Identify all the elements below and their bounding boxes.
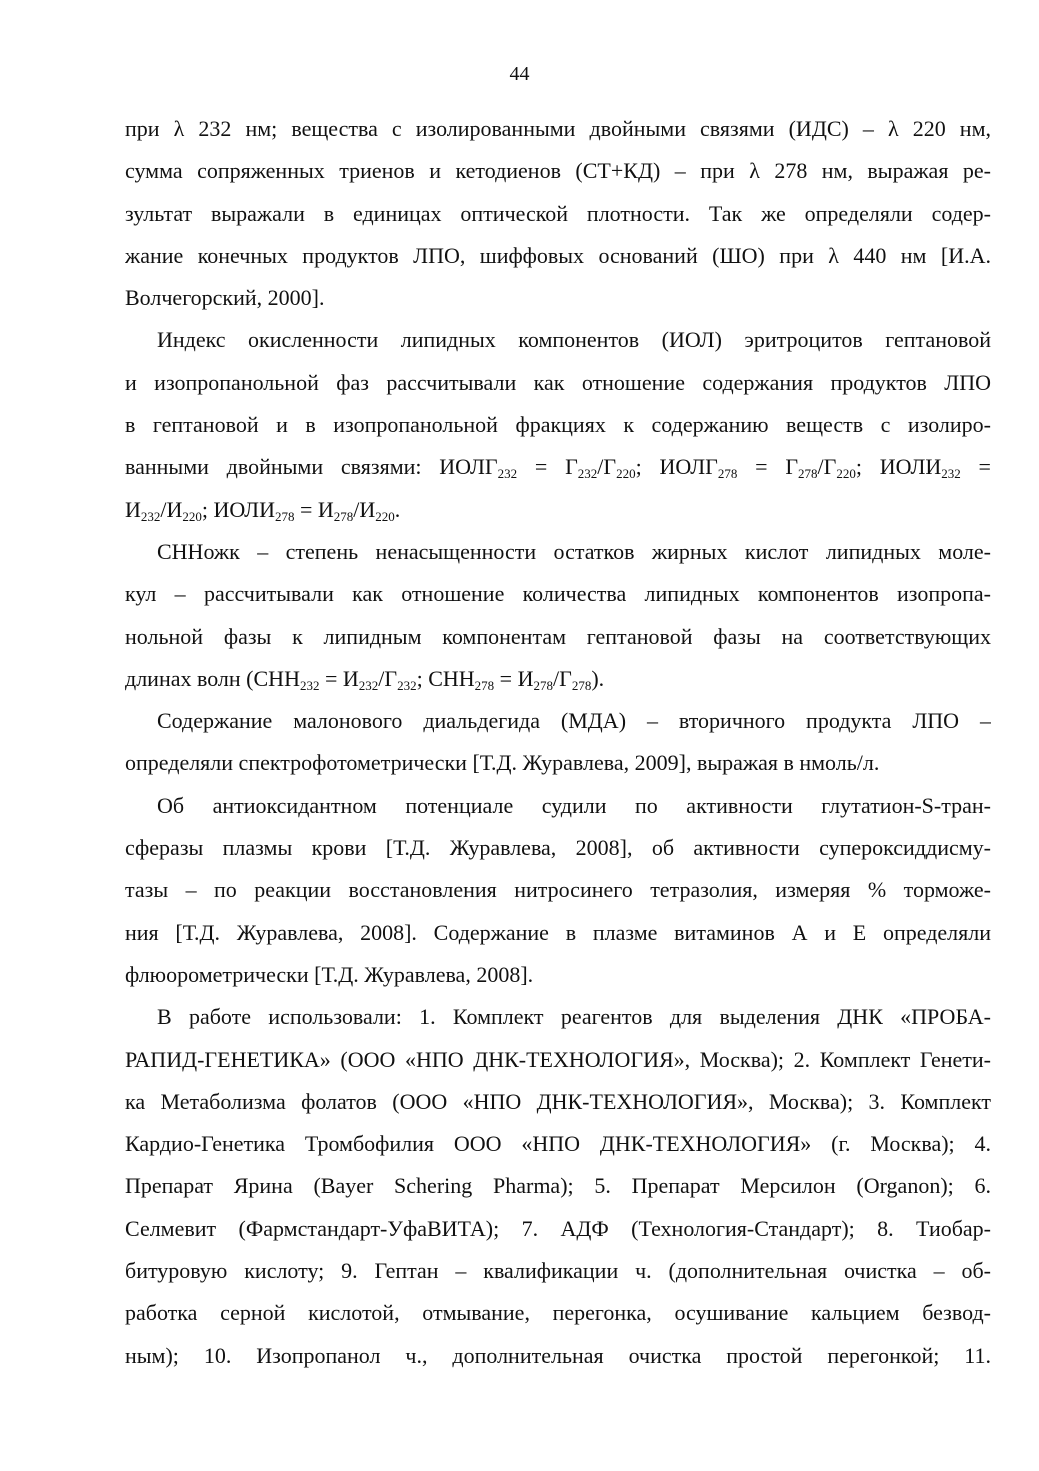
page-number: 44 xyxy=(509,63,530,85)
text-run: ным); 10. Изопропанол ч., дополнительная очистка простой перегонкой; 11. xyxy=(125,1342,991,1368)
text-run: ). xyxy=(591,665,605,691)
text-run: зультат выражали в единицах оптической плотности. Так же определяли содер- xyxy=(125,200,991,226)
text-line xyxy=(125,150,991,192)
text-run: и изопропанольной фаз рассчитывали как отношение содержания продуктов ЛПО xyxy=(125,369,991,395)
text-line xyxy=(125,785,991,827)
subscript: 278 xyxy=(571,677,592,693)
text-line xyxy=(125,616,991,658)
subscript: 278 xyxy=(275,508,295,524)
text-line xyxy=(125,1165,991,1207)
text-run: ния [Т.Д. Журавлева, 2008]. Содержание в плазме витаминов А и Е определяли xyxy=(125,919,991,945)
text-run: = xyxy=(960,454,991,480)
text-line xyxy=(125,996,991,1038)
text-run: = Г xyxy=(517,454,578,480)
subscript: 278 xyxy=(533,677,553,693)
text-line xyxy=(125,1039,991,1081)
text-line xyxy=(125,277,991,319)
text-run: жание конечных продуктов ЛПО, шиффовых оснований (ШО) при λ 440 нм [И.А. xyxy=(125,242,991,268)
text-line xyxy=(125,531,991,573)
text-run: = И xyxy=(294,496,334,522)
text-run: ; ИОЛИ xyxy=(855,454,942,480)
text-run: = Г xyxy=(737,454,799,480)
subscript: 232 xyxy=(577,466,598,482)
subscript: 232 xyxy=(358,677,379,693)
text-run: Селмевит (Фармстандарт-УфаВИТА); 7. АДФ (Технология-Стандарт); 8. Тиобар- xyxy=(125,1215,991,1241)
text-run: /Г xyxy=(597,454,617,480)
subscript: 278 xyxy=(474,677,495,693)
text-run: . xyxy=(394,496,401,522)
text-run: РАПИД-ГЕНЕТИКА» (ООО «НПО ДНК-ТЕХНОЛОГИЯ», Москва); 2. Комплект Генети- xyxy=(125,1046,991,1072)
body-text xyxy=(125,108,991,1377)
text-run: ванными двойными связями: ИОЛГ xyxy=(125,454,498,480)
text-run: сумма сопряженных триенов и кетодиенов (СТ+КД) – при λ 278 нм, выражая ре- xyxy=(125,158,991,184)
text-run: кул – рассчитывали как отношение количества липидных компонентов изопропа- xyxy=(125,581,991,607)
text-line xyxy=(125,573,991,615)
text-line xyxy=(125,489,991,531)
text-run: при λ 232 нм; вещества с изолированными двойными связями (ИДС) – λ 220 нм, xyxy=(125,116,991,141)
text-run: И xyxy=(125,496,141,522)
text-run: Кардио-Генетика Тромбофилия ООО «НПО ДНК-ТЕХНОЛОГИЯ» (г. Москва); 4. xyxy=(125,1131,991,1157)
text-run: ; ИОЛГ xyxy=(635,454,718,480)
text-line xyxy=(125,362,991,404)
text-run: битуровую кислоту; 9. Гептан – квалификации ч. (дополнительная очистка – об- xyxy=(125,1258,991,1284)
text-line xyxy=(125,1335,991,1377)
text-line xyxy=(125,1123,991,1165)
text-run: СННожк – степень ненасыщенности остатков жирных кислот липидных моле- xyxy=(157,538,991,564)
subscript: 232 xyxy=(299,677,320,693)
subscript: 278 xyxy=(333,508,354,524)
subscript: 278 xyxy=(717,466,738,482)
text-line xyxy=(125,446,991,488)
text-run: тазы – по реакции восстановления нитросинего тетразолия, измеряя % торможе- xyxy=(125,877,991,903)
text-line xyxy=(125,658,991,700)
text-line xyxy=(125,1292,991,1334)
text-run: /Г xyxy=(552,665,572,691)
text-run: В работе использовали: 1. Комплект реагентов для выделения ДНК «ПРОБА- xyxy=(157,1004,991,1030)
subscript: 220 xyxy=(182,508,202,524)
text-run: работка серной кислотой, отмывание, перегонка, осушивание кальцием безвод- xyxy=(125,1300,991,1326)
text-run: Препарат Ярина (Bayer Schering Pharma); 5. Препарат Мерсилон (Organon); 6. xyxy=(125,1173,991,1199)
subscript: 232 xyxy=(497,466,518,482)
text-run: сферазы плазмы крови [Т.Д. Журавлева, 2008], об активности супероксиддисму- xyxy=(125,835,991,861)
text-run: Волчегорский, 2000]. xyxy=(125,285,325,311)
subscript: 232 xyxy=(140,508,161,524)
text-line xyxy=(125,1250,991,1292)
text-run: Содержание малонового диальдегида (МДА) – вторичного продукта ЛПО – xyxy=(157,708,991,734)
text-run: нольной фазы к липидным компонентам гептановой фазы на соответствующих xyxy=(125,623,991,649)
text-line xyxy=(125,700,991,742)
text-line xyxy=(125,954,991,996)
text-run: /Г xyxy=(378,665,398,691)
text-run: /Г xyxy=(817,454,837,480)
text-line xyxy=(125,108,991,150)
subscript: 220 xyxy=(616,466,636,482)
text-run: /И xyxy=(353,496,376,522)
text-run: определяли спектрофотометрически [Т.Д. Журавлева, 2009], выражая в нмоль/л. xyxy=(125,750,880,776)
text-run: Об антиоксидантном потенциале судили по активности глутатион-S-тран- xyxy=(157,792,991,818)
text-line xyxy=(125,1081,991,1123)
text-run: = И xyxy=(319,665,359,691)
subscript: 232 xyxy=(397,677,417,693)
text-line xyxy=(125,1208,991,1250)
text-run: ; СНН xyxy=(416,665,475,691)
text-run: ; ИОЛИ xyxy=(201,496,275,522)
text-run: Индекс окисленности липидных компонентов (ИОЛ) эритроцитов гептановой xyxy=(157,327,991,353)
subscript: 278 xyxy=(798,466,818,482)
subscript: 220 xyxy=(836,466,856,482)
text-line xyxy=(125,869,991,911)
subscript: 232 xyxy=(941,466,961,482)
text-line xyxy=(125,742,991,784)
text-line xyxy=(125,319,991,361)
text-run: флюорометрически [Т.Д. Журавлева, 2008]. xyxy=(125,961,534,987)
text-run: = И xyxy=(494,665,534,691)
text-line xyxy=(125,235,991,277)
text-line xyxy=(125,193,991,235)
text-run: в гептановой и в изопропанольной фракциях к содержанию веществ с изолиро- xyxy=(125,412,991,438)
text-line xyxy=(125,404,991,446)
text-line xyxy=(125,827,991,869)
text-line xyxy=(125,912,991,954)
text-run: /И xyxy=(160,496,183,522)
text-run: длинах волн (СНН xyxy=(125,665,300,691)
text-run: ка Метаболизма фолатов (ООО «НПО ДНК-ТЕХНОЛОГИЯ», Москва); 3. Комплект xyxy=(125,1088,991,1114)
subscript: 220 xyxy=(375,508,395,524)
